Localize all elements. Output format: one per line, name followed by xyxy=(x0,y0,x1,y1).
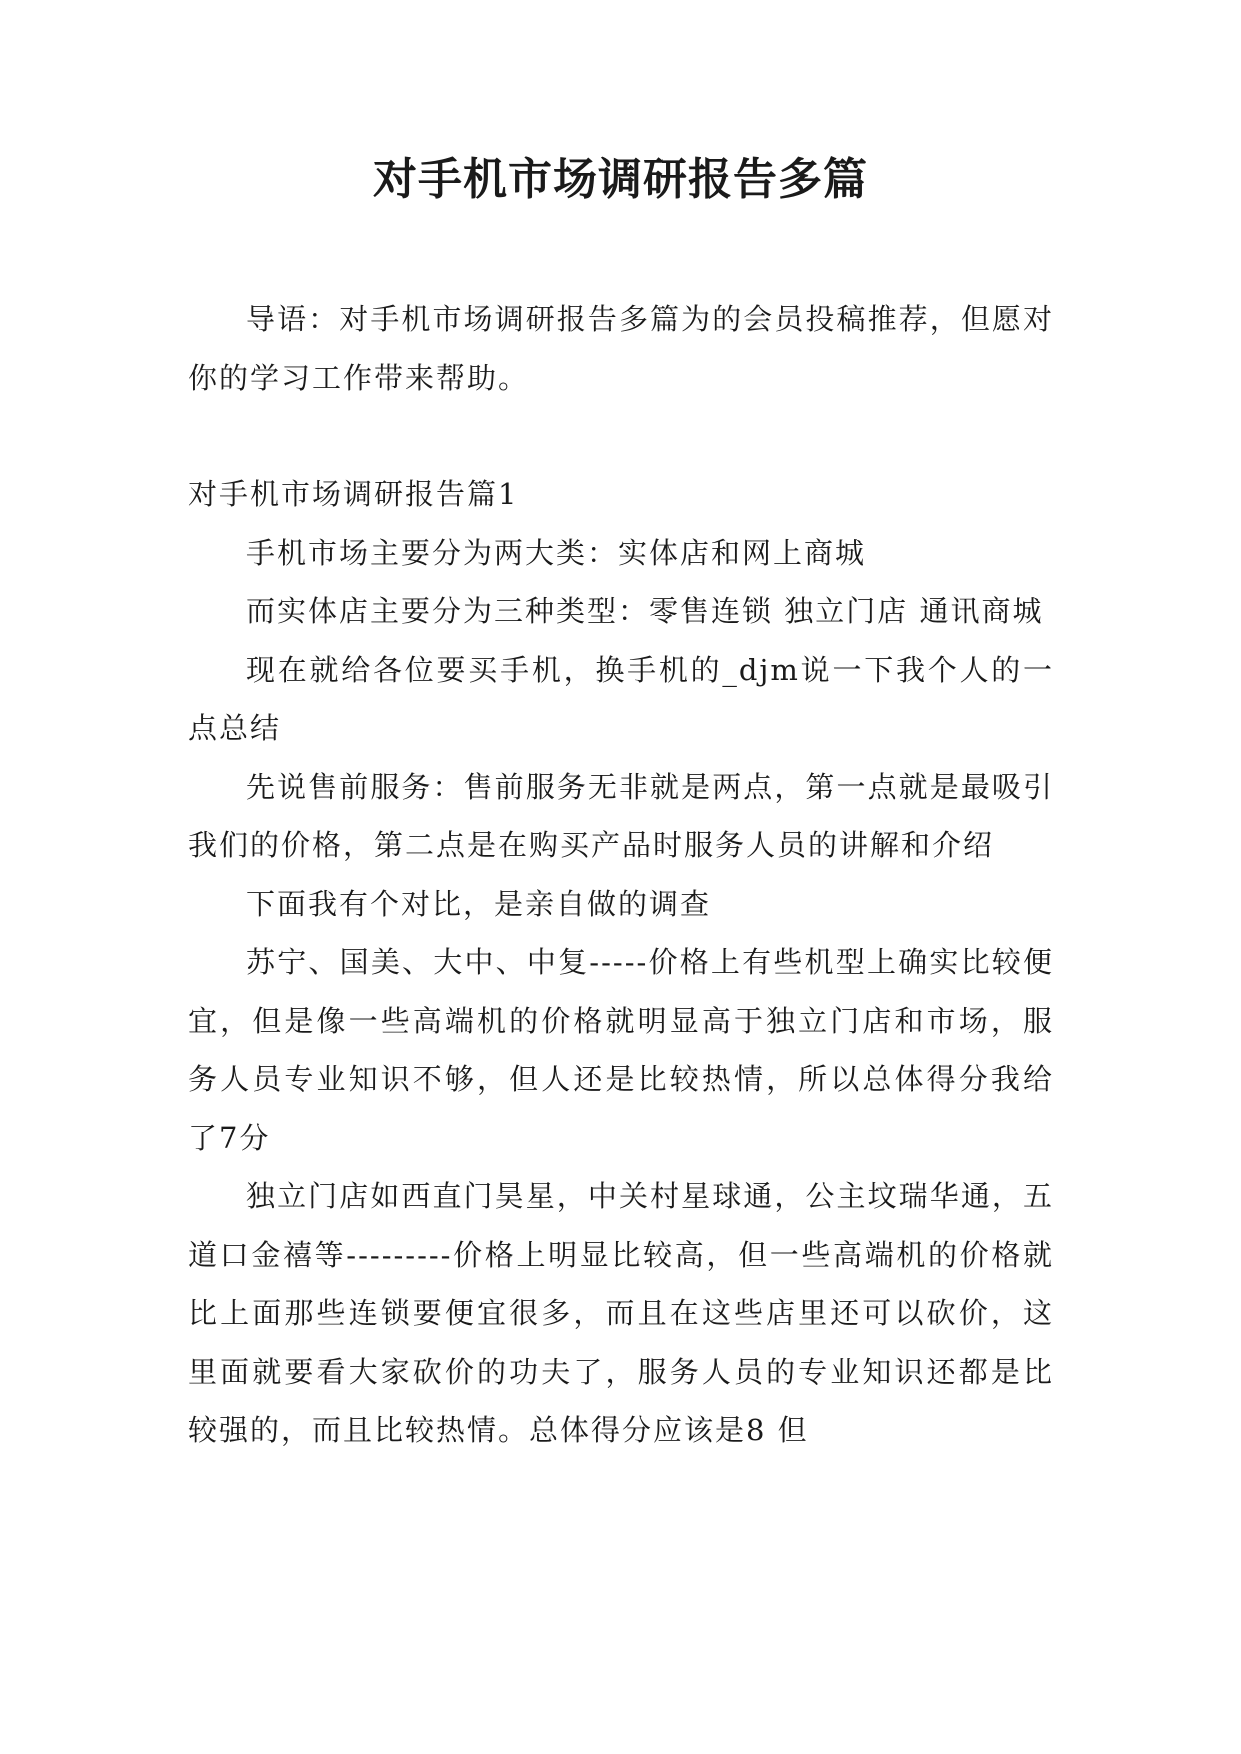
intro-paragraph: 导语：对手机市场调研报告多篇为的会员投稿推荐，但愿对你的学习工作带来帮助。 xyxy=(188,302,1054,395)
body-paragraph: 现在就给各位要买手机，换手机的_djm说一下我个人的一点总结 xyxy=(188,652,1054,745)
body-paragraph: 独立门店如西直门昊星，中关村星球通，公主坟瑞华通，五道口金禧等---------价格上明显比较高，但一些高端机的价格就比上面那些连锁要便宜很多，而且在这些店里还可以砍价，这里面就要看大家砍价的功夫了，服务人员的专业知识还都是比较强的，而且比较热情。总体得分应该是8 但 xyxy=(188,1179,1054,1447)
section-heading: 对手机市场调研报告篇1 xyxy=(188,477,519,511)
body-paragraph: 而实体店主要分为三种类型：零售连锁 独立门店 通讯商城 xyxy=(246,594,1044,628)
body-paragraph: 手机市场主要分为两大类：实体店和网上商城 xyxy=(246,535,867,570)
page-title: 对手机市场调研报告多篇 xyxy=(373,154,868,205)
document-body xyxy=(188,290,1054,1460)
body-paragraph: 先说售前服务：售前服务无非就是两点，第一点就是最吸引我们的价格，第二点是在购买产品时服务人员的讲解和介绍 xyxy=(188,769,1054,862)
body-paragraph: 下面我有个对比，是亲自做的调查 xyxy=(246,886,712,921)
body-paragraph: 苏宁、国美、大中、中复-----价格上有些机型上确实比较便宜，但是像一些高端机的价格就明显高于独立门店和市场，服务人员专业知识不够，但人还是比较热情，所以总体得分我给了7分 xyxy=(188,945,1054,1155)
